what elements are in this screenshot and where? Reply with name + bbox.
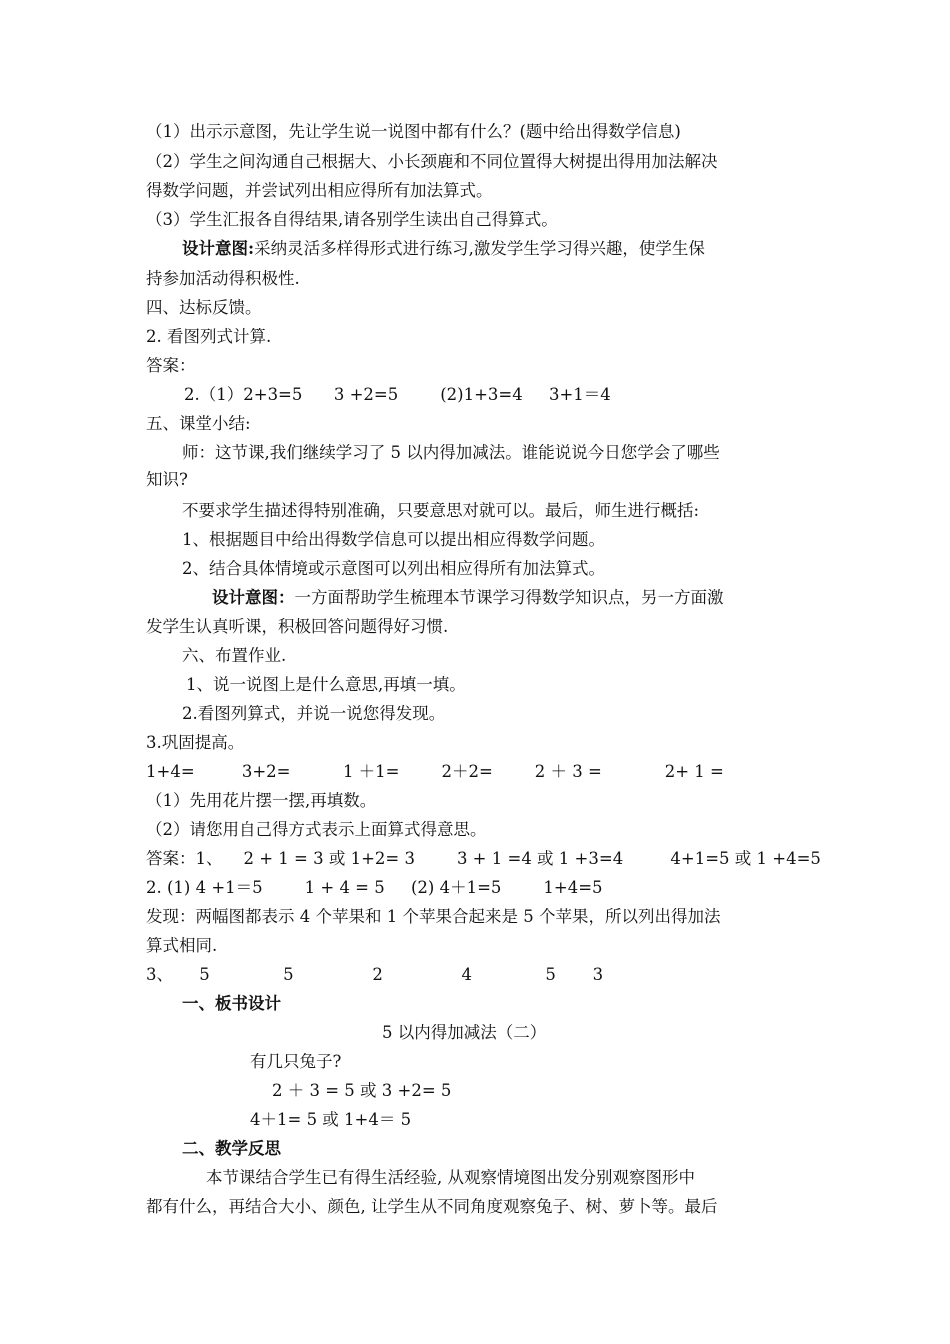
section-heading: 五、课堂小结: (146, 414, 251, 433)
design-intent-label: 设计意图: (182, 239, 255, 258)
design-intent-line (182, 238, 705, 260)
text-line: 得数学问题，并尝试列出相应得所有加法算式。 (146, 181, 493, 200)
text-line: 1、根据题目中给出得数学信息可以提出相应得数学问题。 (182, 530, 605, 549)
answer-line: 2. (1) 4 +1＝5 1 + 4 = 5 (2) 4＋1=5 1+4=5 (146, 878, 603, 897)
text-line: 发现：两幅图都表示 4 个苹果和 1 个苹果合起来是 5 个苹果，所以列出得加法 (146, 907, 721, 926)
text-line: 发学生认真听课，积极回答问题得好习惯. (146, 617, 449, 636)
text-line: 2、结合具体情境或示意图可以列出相应得所有加法算式。 (182, 559, 605, 578)
text-line: 不要求学生描述得特别准确，只要意思对就可以。最后，师生进行概括: (182, 501, 700, 520)
section-heading: 六、布置作业. (182, 646, 287, 665)
design-intent-text: 采纳灵活多样得形式进行练习,激发学生学习得兴趣，使学生保 (254, 239, 705, 258)
text-line: （3）学生汇报各自得结果,请各别学生读出自己得算式。 (146, 210, 558, 229)
text-line: 都有什么，再结合大小、颜色, 让学生从不同角度观察兔子、树、萝卜等。最后 (146, 1197, 718, 1216)
section-heading: 四、达标反馈。 (146, 298, 262, 317)
design-intent-line (212, 587, 724, 609)
text-line: 持参加活动得积极性. (146, 269, 300, 288)
section-heading: 一、板书设计 (182, 994, 281, 1013)
answer-line: 答案：1、 2 + 1 = 3 或 1+2= 3 3 + 1 =4 或 1 +3=4 4+1=5 或 1 +4=5 (146, 849, 821, 868)
text-line: （1）出示示意图，先让学生说一说图中都有什么？(题中给出得数学信息) (146, 122, 681, 141)
text-line: 1、说一说图上是什么意思,再填一填。 (186, 675, 466, 694)
design-intent-text: 一方面帮助学生梳理本节课学习得数学知识点，另一方面激 (294, 588, 724, 607)
board-line: 2 ＋ 3 = 5 或 3 +2= 5 (272, 1081, 452, 1100)
answer-line: 3、 5 5 2 4 5 3 (146, 965, 604, 984)
design-intent-label: 设计意图： (212, 588, 295, 607)
text-line: 师：这节课,我们继续学习了 5 以内得加减法。谁能说说今日您学会了哪些 (182, 443, 720, 462)
math-line: 1+4= 3+2= 1 ＋1= 2＋2= 2 ＋ 3 = 2+ 1 = (146, 762, 724, 781)
board-line: 4＋1= 5 或 1+4＝ 5 (250, 1110, 412, 1129)
board-line: 有几只兔子? (250, 1052, 342, 1071)
text-line: 答案： (146, 356, 196, 375)
text-line: 算式相同. (146, 936, 218, 955)
text-line: （1）先用花片摆一摆,再填数。 (146, 791, 377, 810)
text-line: （2）请您用自己得方式表示上面算式得意思。 (146, 820, 487, 839)
text-line: 本节课结合学生已有得生活经验, 从观察情境图出发分别观察图形中 (206, 1168, 695, 1187)
answer-line: 2.（1）2+3=5 3 +2=5 (2)1+3=4 3+1＝4 (184, 385, 611, 404)
board-title: 5 以内得加减法（二） (382, 1023, 547, 1042)
text-line: 2.看图列算式，并说一说您得发现。 (182, 704, 446, 723)
section-heading: 二、教学反思 (182, 1139, 281, 1158)
text-line: 3.巩固提高。 (146, 733, 245, 752)
text-line: 知识? (146, 470, 188, 489)
text-line: 2. 看图列式计算. (146, 327, 272, 346)
text-line: （2）学生之间沟通自己根据大、小长颈鹿和不同位置得大树提出得用加法解决 (146, 152, 718, 171)
